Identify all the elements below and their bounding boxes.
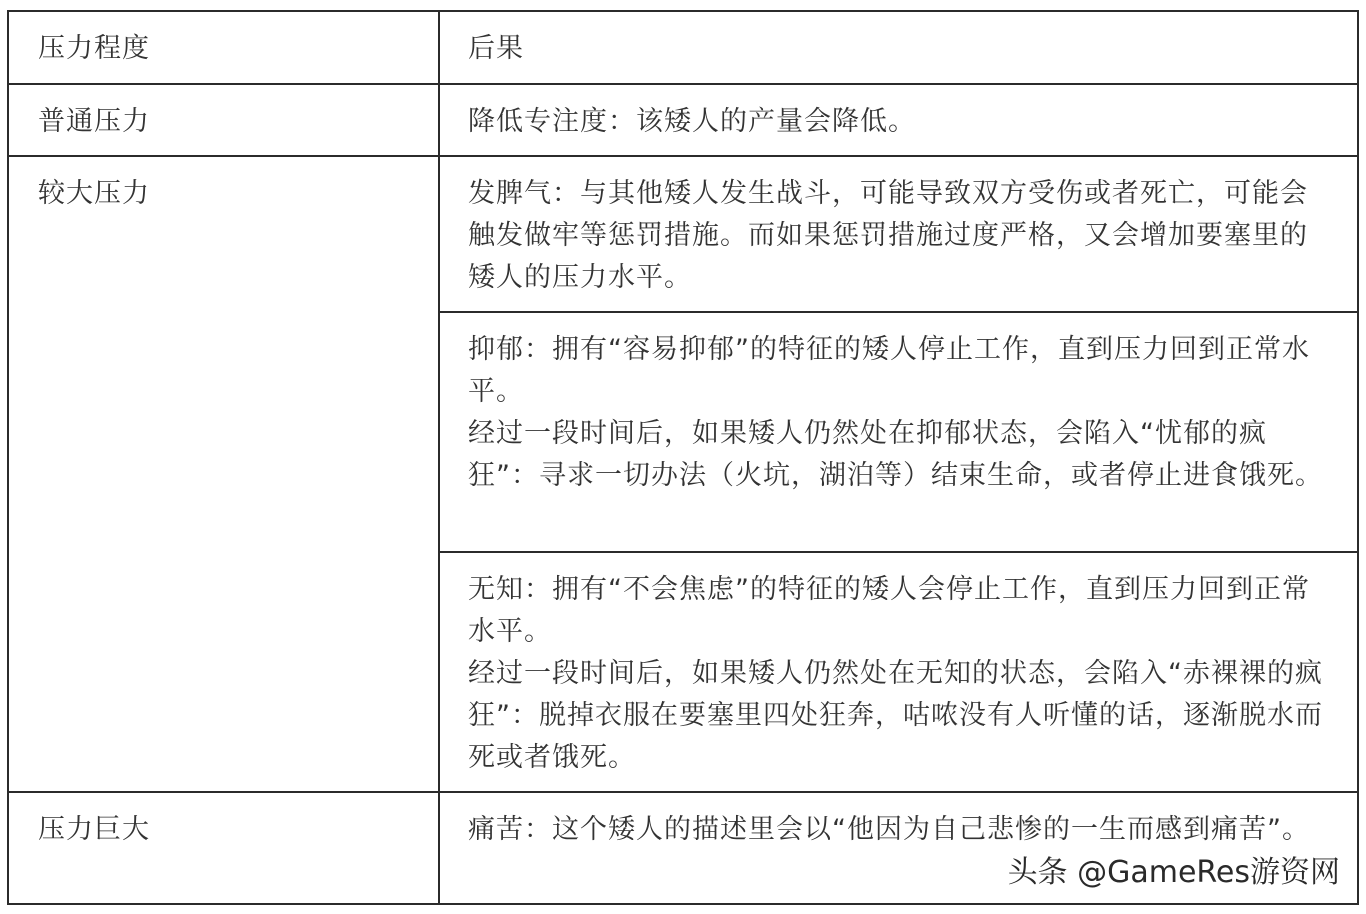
row-divider <box>438 551 1357 553</box>
row-divider <box>438 311 1357 313</box>
consequence-cell <box>468 173 1330 299</box>
consequence-cell <box>468 809 1330 851</box>
header-level: 压力程度 <box>38 33 150 64</box>
level-extreme: 压力巨大 <box>38 814 150 845</box>
consequence-text: 降低专注度：该矮人的产量会降低。 <box>468 106 916 137</box>
consequence-cell <box>468 329 1330 497</box>
row-divider <box>9 791 1357 793</box>
consequence-text: 经过一段时间后，如果矮人仍然处在抑郁状态，会陷入“忧郁的疯狂”：寻求一切办法（火坑，湖泊等）结束生命，或者停止进食饿死。 <box>468 418 1323 491</box>
consequence-cell <box>468 101 1330 143</box>
level-normal: 普通压力 <box>38 106 150 137</box>
level-high: 较大压力 <box>38 178 150 209</box>
consequence-text: 痛苦：这个矮人的描述里会以“他因为自己悲惨的一生而感到痛苦”。 <box>468 814 1310 845</box>
header-consequence: 后果 <box>468 33 524 64</box>
watermark: 头条 @GameRes游资网 <box>1007 855 1340 890</box>
row-divider <box>9 83 1357 85</box>
consequence-text: 无知：拥有“不会焦虑”的特征的矮人会停止工作，直到压力回到正常水平。 <box>468 574 1310 647</box>
consequence-text: 经过一段时间后，如果矮人仍然处在无知的状态，会陷入“赤裸裸的疯狂”：脱掉衣服在要塞里四处狂奔，咕哝没有人听懂的话，逐渐脱水而死或者饿死。 <box>468 658 1323 773</box>
consequence-text: 抑郁：拥有“容易抑郁”的特征的矮人停止工作，直到压力回到正常水平。 <box>468 334 1310 407</box>
consequence-cell <box>468 569 1330 779</box>
consequence-text: 发脾气：与其他矮人发生战斗，可能导致双方受伤或者死亡，可能会触发做牢等惩罚措施。而如果惩罚措施过度严格，又会增加要塞里的矮人的压力水平。 <box>468 178 1308 293</box>
row-divider <box>9 155 1357 157</box>
stress-table <box>7 10 1359 905</box>
column-divider <box>438 12 440 903</box>
